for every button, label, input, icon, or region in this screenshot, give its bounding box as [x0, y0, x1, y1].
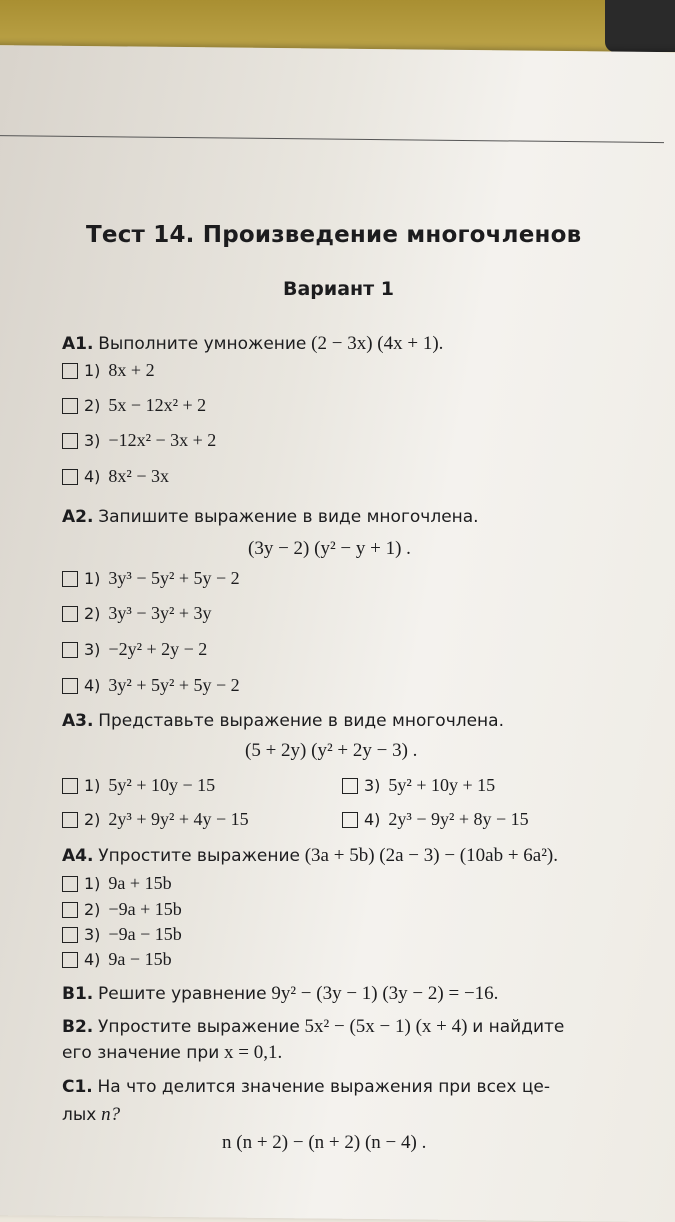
question-text: Упростите выражение	[98, 1017, 300, 1037]
checkbox[interactable]	[62, 363, 78, 379]
question-expression: (5 + 2y) (y² + 2y − 3) .	[245, 740, 418, 761]
option-expression: −12x² − 3x + 2	[108, 430, 217, 450]
checkbox[interactable]	[342, 812, 358, 828]
option-expression: 9a + 15b	[108, 873, 172, 893]
checkbox[interactable]	[62, 571, 78, 587]
option-expression: −2y² + 2y − 2	[108, 639, 208, 659]
question-number: А2.	[62, 507, 94, 527]
option-label: 3)	[364, 776, 381, 795]
question-text: Запишите выражение в виде многочлена.	[98, 507, 479, 527]
question-text: Упростите выражение	[98, 846, 300, 866]
option-label: 2)	[84, 604, 101, 623]
checkbox[interactable]	[62, 876, 78, 892]
checkbox[interactable]	[342, 778, 358, 794]
option-expression: 5y² + 10y − 15	[108, 775, 216, 795]
question-a1	[62, 333, 443, 355]
question-c1-line2	[62, 1104, 120, 1126]
a3-option-2[interactable]	[62, 809, 249, 830]
question-expression: 5x² − (5x − 1) (x + 4)	[304, 1016, 468, 1037]
question-b2	[62, 1016, 564, 1038]
option-expression: 5y² + 10y + 15	[388, 775, 496, 795]
option-label: 1)	[84, 361, 101, 380]
a4-option-4[interactable]	[62, 949, 172, 970]
a4-option-3[interactable]	[62, 924, 182, 945]
question-b2-line2	[62, 1042, 282, 1064]
question-text: Выполните умножение	[98, 334, 307, 354]
question-text: Решите уравнение	[98, 984, 267, 1004]
option-expression: −9a + 15b	[108, 899, 182, 919]
a2-option-4[interactable]	[62, 675, 240, 696]
checkbox[interactable]	[62, 927, 78, 943]
option-label: 2)	[84, 810, 101, 829]
a1-option-2[interactable]	[62, 395, 206, 416]
question-number: В2.	[62, 1017, 94, 1037]
question-variable: n?	[101, 1104, 121, 1125]
question-c1	[62, 1076, 550, 1098]
question-expression: 9y² − (3y − 1) (3y − 2) = −16.	[271, 983, 499, 1004]
option-label: 4)	[84, 950, 101, 969]
option-expression: −9a − 15b	[108, 924, 182, 944]
variant-heading: Вариант 1	[283, 278, 395, 300]
checkbox[interactable]	[62, 812, 78, 828]
question-expression: (2 − 3x) (4x + 1).	[311, 333, 444, 354]
question-a4	[62, 845, 558, 867]
a4-option-2[interactable]	[62, 899, 182, 920]
option-expression: 8x² − 3x	[108, 466, 169, 486]
checkbox[interactable]	[62, 952, 78, 968]
option-label: 4)	[84, 467, 101, 486]
option-label: 4)	[364, 810, 381, 829]
option-label: 4)	[84, 676, 101, 695]
option-expression: 8x + 2	[108, 360, 155, 380]
question-number: А1.	[62, 334, 94, 354]
checkbox[interactable]	[62, 433, 78, 449]
test-title: Тест 14. Произведение многочленов	[86, 222, 582, 248]
question-number: В1.	[62, 984, 94, 1004]
option-expression: 5x − 12x² + 2	[108, 395, 207, 415]
option-expression: 3y³ − 5y² + 5y − 2	[108, 568, 240, 588]
checkbox[interactable]	[62, 642, 78, 658]
option-label: 3)	[84, 431, 101, 450]
question-text: лых	[62, 1105, 97, 1125]
a3-option-3[interactable]	[342, 775, 495, 796]
option-label: 2)	[84, 396, 101, 415]
question-number: А4.	[62, 846, 94, 866]
option-label: 1)	[84, 569, 101, 588]
a2-option-3[interactable]	[62, 639, 207, 660]
question-expression: (3a + 5b) (2a − 3) − (10ab + 6a²).	[304, 845, 558, 866]
question-text: его значение при	[62, 1043, 220, 1063]
checkbox[interactable]	[62, 469, 78, 485]
question-expression: n (n + 2) − (n + 2) (n − 4) .	[222, 1132, 427, 1153]
question-text-continued: и найдите	[472, 1017, 565, 1037]
option-label: 2)	[84, 900, 101, 919]
question-a3	[62, 710, 504, 732]
option-label: 1)	[84, 776, 101, 795]
option-label: 3)	[84, 925, 101, 944]
option-expression: 3y³ − 3y² + 3y	[108, 603, 212, 623]
option-expression: 9a − 15b	[108, 949, 172, 969]
a2-option-2[interactable]	[62, 603, 212, 624]
checkbox[interactable]	[62, 678, 78, 694]
option-label: 3)	[84, 640, 101, 659]
option-expression: 2y³ − 9y² + 8y − 15	[388, 809, 529, 829]
checkbox[interactable]	[62, 398, 78, 414]
a2-option-1[interactable]	[62, 568, 240, 589]
a1-option-1[interactable]	[62, 360, 155, 381]
a3-option-4[interactable]	[342, 809, 529, 830]
question-number: С1.	[62, 1077, 93, 1097]
option-expression: 3y² + 5y² + 5y − 2	[108, 675, 240, 695]
option-expression: 2y³ + 9y² + 4y − 15	[108, 809, 249, 829]
question-expression: x = 0,1.	[224, 1042, 283, 1063]
option-label: 1)	[84, 874, 101, 893]
checkbox[interactable]	[62, 778, 78, 794]
a1-option-3[interactable]	[62, 430, 216, 451]
question-b1	[62, 983, 498, 1005]
checkbox[interactable]	[62, 606, 78, 622]
question-expression: (3y − 2) (y² − y + 1) .	[248, 538, 411, 559]
question-number: А3.	[62, 711, 94, 731]
question-text: На что делится значение выражения при всех це-	[97, 1077, 551, 1097]
a1-option-4[interactable]	[62, 466, 169, 487]
a4-option-1[interactable]	[62, 873, 172, 894]
a3-option-1[interactable]	[62, 775, 215, 796]
question-text: Представьте выражение в виде многочлена.	[98, 711, 504, 731]
checkbox[interactable]	[62, 902, 78, 918]
question-a2	[62, 506, 479, 528]
